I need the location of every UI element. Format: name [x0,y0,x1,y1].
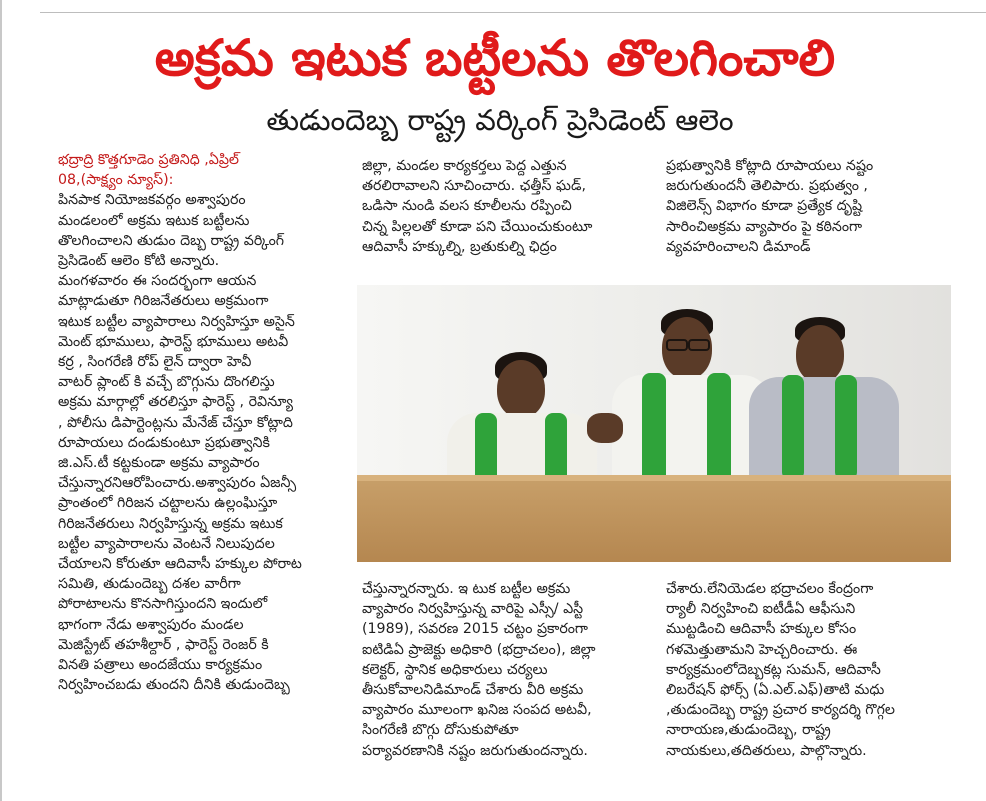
article-line: వాటర్ ప్లాంట్ కి వచ్చే బొగ్గును దొంగలిస్తు [58,374,275,391]
article-line: ప్రాంతంలో గిరిజన చట్టాలను ఉల్లంఘిస్తూ [58,495,278,512]
article-line: జి.ఎస్.టీ కట్టకుండా అక్రమ వ్యాపారం [58,455,260,472]
article-line: జరుగుతుందనీ తెలిపారు. ప్రభుత్వం , [666,178,868,195]
article-line: మంగళవారం ఈ సందర్భంగా ఆయన [58,273,257,290]
article-line: వ్యాపారం నిర్వహిస్తున్న వారిపై ఎస్సీ/ ఎస్టీ [362,601,584,618]
article-line: చేస్తున్నారనిఆరోపించారు.అశ్వాపురం ఏజన్సీ [58,475,297,492]
column-3-bottom [666,579,956,761]
headline: అక్రమ ఇటుక బట్టీలను తొలగించాలి [154,29,836,87]
dateline-line: 08,(సాక్ష్యం న్యూస్): [58,172,174,189]
article-line: కార్యక్రమంలోదెబ్బకట్ల సుమన్, ఆదివాసీ [666,661,881,678]
article-line: కలెక్టర్, స్థానిక అధికారులు చర్యలు [362,661,548,678]
article-line: సింగరేణి బొగ్గు దోసుకుపోతూ [362,722,519,739]
dateline-line: భద్రాద్రి కొత్తగూడెం ప్రతినిధి ,ఏప్రిల్ [58,152,239,168]
article-line: పర్యావరణానికి నష్టం జరుగుతుందన్నారు. [362,742,588,759]
column-1-body [58,190,326,695]
article-line: లిబరేషన్ ఫోర్స్ (ఏ.ఎల్.ఎఫ్)తాటి మధు [666,682,885,699]
article-line: ర్యాలీ నిర్వహించి ఐటీడీఏ ఆఫీసుని [666,601,856,618]
article-line: ,తుడుందెబ్బ రాష్ట్ర ప్రచార కార్యదర్శి గొగ్గల [666,702,895,719]
article-line: చిన్న పిల్లలతో కూడా పని చేయించుకుంటూ [362,218,593,235]
article-line: పినపాక నియోజకవర్గం అశ్వాపురం [58,192,246,209]
article-line: అక్రమ మార్గాల్లో తరలిస్తూ ఫారెస్ట్ , రెవిన్యూ [58,394,294,411]
article-line: నాయకులు,తదితరులు, పాల్గొన్నారు. [666,742,867,759]
article-line: రూపాయలు దండుకుంటూ ప్రభుత్వానికి [58,434,270,451]
article-line: తీసుకోవాలనిడిమాండ్ చేశారు వీరి అక్రమ [362,682,584,699]
article-line: తరలిరావాలని సూచించారు. ఛత్తీస్ ఘడ్, [362,178,586,195]
article-line: వ్యవహరించాలని డిమాండ్ [666,238,811,255]
article-line: వినతి పత్రాలు అందజేయు కార్యక్రమం [58,657,263,674]
article-line: సమితి, తుడుందెబ్బ దశల వారీగా [58,576,241,593]
article-line: వ్యాపారం మూలంగా ఖనిజ సంపద అటవీ, [362,702,592,719]
article-line: ఐటిడిఏ ప్రాజెక్టు అధికారి (భద్రాచలం), జిల్లా [362,641,596,658]
article-line: జిల్లా, మండల కార్యకర్తలు పెద్ద ఎత్తున [362,158,567,174]
article-line: తొలగించాలని తుడుం దెబ్బ రాష్ట్ర వర్కింగ్ [58,232,285,249]
column-3-top [666,156,956,257]
column-2-bottom [362,579,652,761]
photo-table [357,475,951,562]
article-line: భాగంగా నేడు అశ్వాపురం మండల [58,616,244,633]
photo-table-edge [357,475,951,481]
article-line: చేయాలని కోరుతూ ఆదివాసీ హక్కుల పోరాట [58,556,302,573]
column-2-top [362,156,644,257]
page-top-rule [40,12,986,13]
article-line: మెజిస్ట్రేట్ తహశీల్దార్ , ఫారెస్ట్ రెంజర్ కి [58,636,269,653]
article-line: బట్టీల వ్యాపారాలను వెంటనే నిలుపుదల [58,535,275,552]
news-photo [357,285,951,562]
column-1 [58,150,326,695]
article-line: ప్రభుత్వానికి కోట్లాది రూపాయలు నష్టం [666,158,874,174]
article-line: పోరాటాలను కొనసాగిస్తుందని ఇందులో [58,596,268,613]
article-line: (1989), సవరణ 2015 చట్టం ప్రకారంగా [362,621,589,638]
page-left-border [0,0,2,801]
article-line: మండలంలో అక్రమ ఇటుక బట్టీలను [58,212,250,229]
article-line: ఇటుక బట్టీల వ్యాపారాలు నిర్వహిస్తూ అసైన్ [58,313,295,330]
article-line: నారాయణ,తుడుందెబ్బ, రాష్ట్ర [666,722,831,739]
article-line: సారించిఅక్రమ వ్యాపారం పై కఠినంగా [666,218,863,235]
article-line: చేస్తున్నారన్నారు. ఇ టుక బట్టీల అక్రమ [362,581,571,597]
subheadline: తుడుందెబ్బ రాష్ట్ర వర్కింగ్ ప్రెసిడెంట్ ఆలెం [266,103,734,137]
article-line: గళమెత్తుతామని హెచ్చరించారు. ఈ [666,641,858,658]
article-line: చేశారు.లేనియెడల భద్రాచలం కేంద్రంగా [666,581,874,597]
article-line: ఒడిసా నుండి వలస కూలీలను రప్పించి [362,198,572,215]
article-line: మాట్లాడుతూ గిరిజనేతరులు అక్రమంగా [58,293,269,310]
article-line: కర్ర , సింగరేణి రోప్ లైన్ ద్వారా హెవీ [58,354,252,371]
article-line: ఆదివాసీ హక్కుల్ని, బ్రతుకుల్ని ఛిద్రం [362,238,557,255]
article-line: విజిలెన్స్ విభాగం కూడా ప్రత్యేక దృష్టి [666,198,863,215]
article-line: గిరిజనేతరులు నిర్వహిస్తున్న అక్రమ ఇటుక [58,515,283,532]
article-line: మెంట్ భూములు, ఫారెస్ట్ భూములు అటవీ [58,333,289,350]
article-line: నిర్వహించబడు తుందని దీనికి తుడుందెబ్బ [58,677,290,694]
article-line: ప్రెసిడెంట్ ఆలెం కోటి అన్నారు. [58,253,220,270]
article-line: , పోలీసు డిపార్టెంట్లను మేనేజ్ చేస్తూ కోట్లాది [58,414,293,431]
article-line: ముట్టడించి ఆదివాసీ హక్కుల కోసం [666,621,857,638]
